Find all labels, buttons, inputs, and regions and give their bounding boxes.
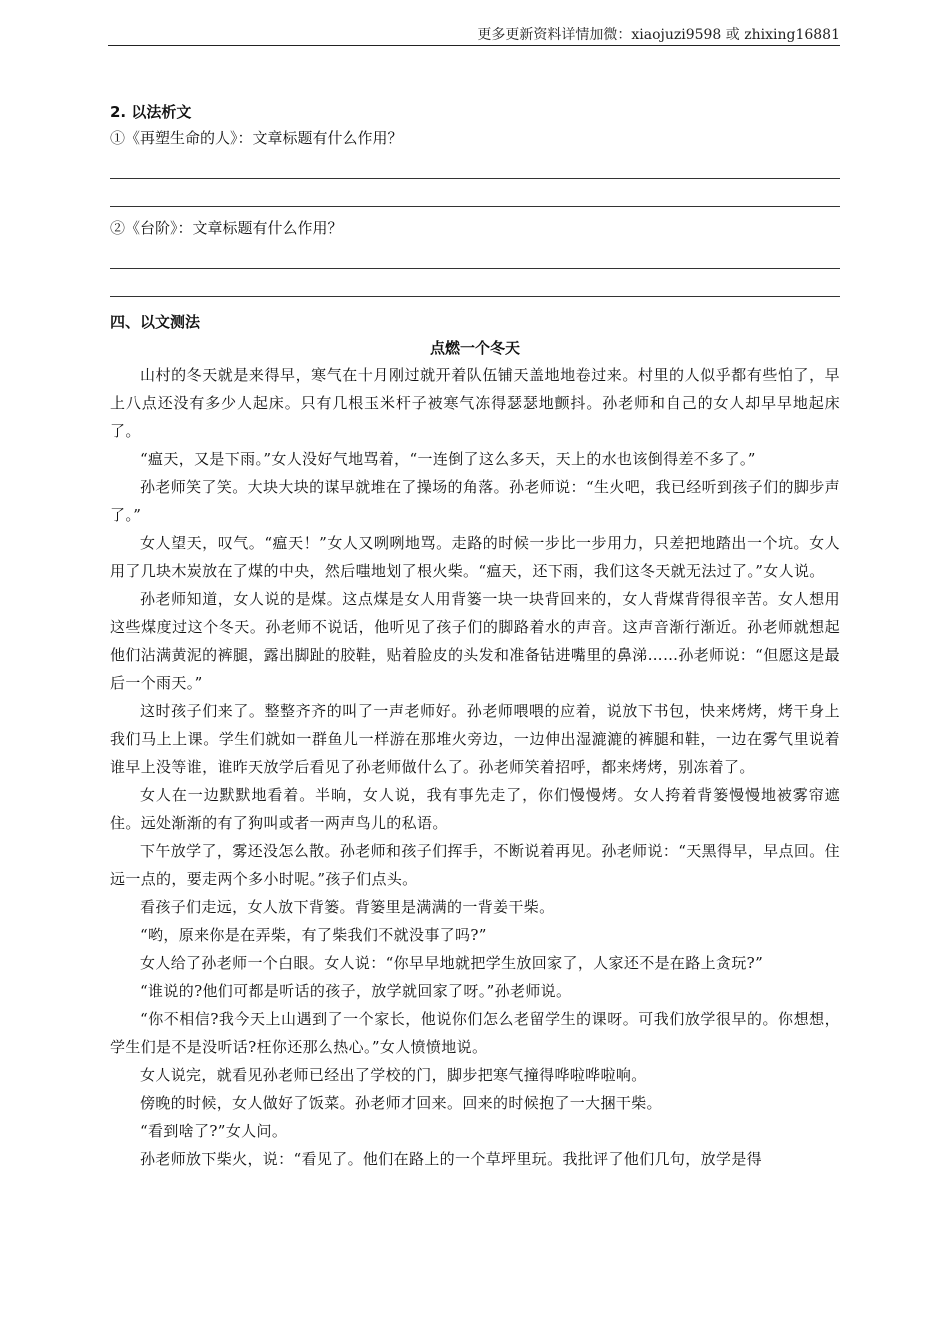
article-paragraph: “瘟天，又是下雨。”女人没好气地骂着，“一连倒了这么多天，天上的水也该倒得差不多了。”	[140, 450, 756, 468]
answer-line	[110, 151, 840, 179]
article-paragraph: “哟，原来你是在弄柴，有了柴我们不就没事了吗?”	[140, 926, 487, 944]
answer-line	[110, 179, 840, 207]
article-paragraph: 下午放学了，雾还没怎么散。孙老师和孩子们挥手，不断说着再见。孙老师说：“天黑得早，早点回。住远一点的，要走两个多小时呢。”孩子们点头。	[110, 842, 840, 888]
article-paragraph: 女人说完，就看见孙老师已经出了学校的门，脚步把寒气撞得哗啦哗啦响。	[140, 1066, 647, 1084]
article-paragraph: 孙老师知道，女人说的是煤。这点煤是女人用背篓一块一块背回来的，女人背煤背得很辛苦。女人想用这些煤度过这个冬天。孙老师不说话，他听见了孩子们的脚路着水的声音。这声音渐行渐近。孙老师就想起他们沾满黄泥的裤腿，露出脚趾的胶鞋，贴着脸皮的头发和准备钻进嘴里的鼻涕……孙老师说：“但愿这是最后一个雨天。”	[110, 590, 840, 692]
header-divider	[108, 45, 840, 46]
answer-line	[110, 241, 840, 269]
article-paragraph: 山村的冬天就是来得早，寒气在十月刚过就开着队伍铺天盖地地卷过来。村里的人似乎都有些怕了，早上八点还没有多少人起床。只有几根玉米杆子被寒气冻得瑟瑟地颤抖。孙老师和自己的女人却早早地起床了。	[110, 366, 840, 440]
section-4-title: 四、以文测法	[110, 313, 201, 331]
article-paragraph: 女人在一边默默地看着。半晌，女人说，我有事先走了，你们慢慢烤。女人挎着背篓慢慢地被雾帘遮住。远处渐渐的有了狗叫或者一两声鸟儿的私语。	[110, 786, 840, 832]
article-paragraph: 这时孩子们来了。整整齐齐的叫了一声老师好。孙老师喂喂的应着，说放下书包，快来烤烤，烤干身上我们马上上课。学生们就如一群鱼儿一样游在那堆火旁边，一边伸出湿漉漉的裤腿和鞋，一边在雾气里说着谁早上没等谁，谁昨天放学后看见了孙老师做什么了。孙老师笑着招呼，都来烤烤，别冻着了。	[110, 702, 840, 776]
page-content	[110, 99, 840, 1173]
article-title: 点燃一个冬天	[429, 339, 520, 357]
article-paragraph: 孙老师放下柴火，说：“看见了。他们在路上的一个草坪里玩。我批评了他们几句，放学是得	[140, 1150, 763, 1168]
article-paragraph: 孙老师笑了笑。大块大块的谋早就堆在了操场的角落。孙老师说：“生火吧，我已经听到孩子们的脚步声了。”	[110, 478, 840, 524]
article-paragraph: “你不相信?我今天上山遇到了一个家长，他说你们怎么老留学生的课呀。可我们放学很早的。你想想，学生们是不是没听话?枉你还那么热心。”女人愤愤地说。	[110, 1010, 840, 1056]
article-paragraph: 女人给了孙老师一个白眼。女人说：“你早早地就把学生放回家了，人家还不是在路上贪玩?”	[140, 954, 764, 972]
header-contact: 更多更新资料详情加微：xiaojuzi9598 或 zhixing16881	[477, 27, 840, 43]
answer-line	[110, 269, 840, 297]
article-paragraph: 女人望天，叹气。“瘟天！”女人又咧咧地骂。走路的时候一步比一步用力，只差把地踏出一个坑。女人用了几块木炭放在了煤的中央，然后嗤地划了根火柴。“瘟天，还下雨，我们这冬天就无法过了。”女人说。	[110, 534, 840, 580]
article-paragraph: 傍晚的时候，女人做好了饭菜。孙老师才回来。回来的时候抱了一大捆干柴。	[140, 1094, 662, 1112]
section-2-title: 2. 以法析文	[110, 103, 192, 121]
article-paragraph: 看孩子们走远，女人放下背篓。背篓里是满满的一背姜干柴。	[140, 898, 555, 916]
question-2: ②《台阶》：文章标题有什么作用？	[110, 219, 343, 237]
article-paragraph: “看到啥了?”女人问。	[140, 1122, 288, 1140]
question-1: ①《再塑生命的人》：文章标题有什么作用？	[110, 129, 403, 147]
article-paragraph: “谁说的?他们可都是听话的孩子，放学就回家了呀。”孙老师说。	[140, 982, 572, 1000]
